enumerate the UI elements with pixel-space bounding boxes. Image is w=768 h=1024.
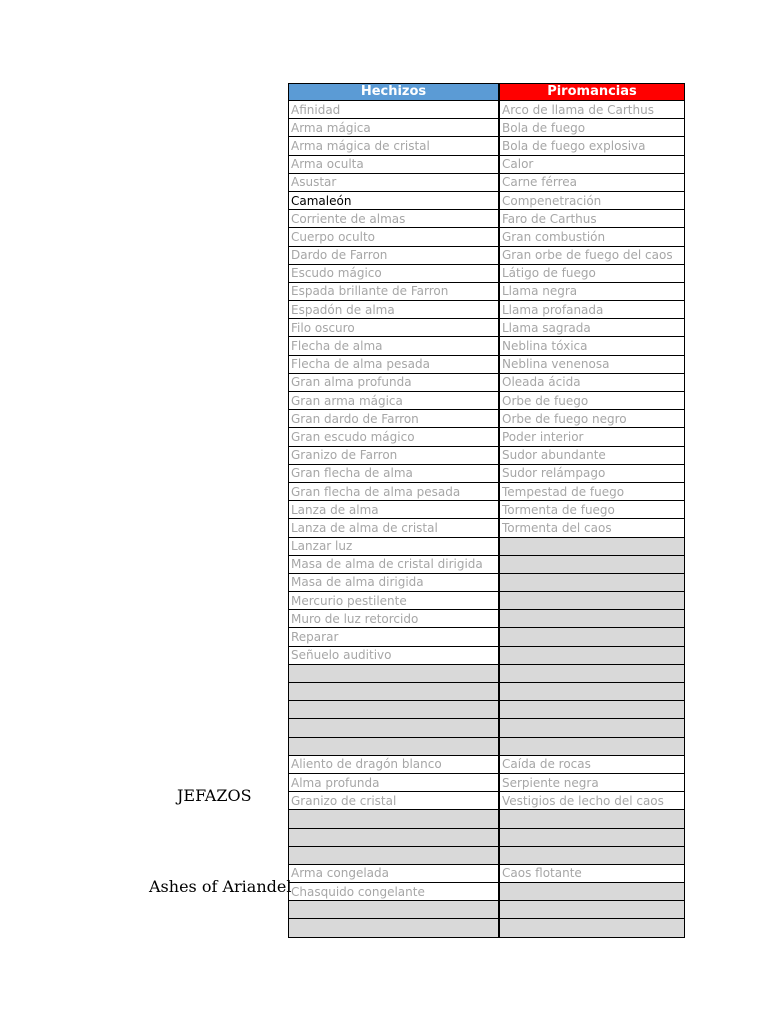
hechizo-cell[interactable]: Gran arma mágica (289, 392, 500, 410)
piromancia-cell[interactable]: Gran orbe de fuego del caos (499, 246, 685, 264)
piromancia-cell[interactable]: Bola de fuego explosiva (499, 137, 685, 155)
table-row (289, 701, 685, 719)
hechizo-cell[interactable]: Camaleón (289, 191, 500, 209)
piromancia-cell[interactable]: Llama profanada (499, 301, 685, 319)
table-row (289, 137, 685, 155)
hechizo-cell[interactable]: Flecha de alma (289, 337, 500, 355)
table-row (289, 628, 685, 646)
piromancia-cell[interactable] (499, 701, 685, 719)
hechizo-cell[interactable]: Asustar (289, 173, 500, 191)
table-row (289, 282, 685, 300)
piromancia-cell[interactable] (499, 810, 685, 828)
piromancia-cell[interactable]: Vestigios de lecho del caos (499, 792, 685, 810)
hechizo-cell[interactable]: Masa de alma dirigida (289, 573, 500, 591)
table-row (289, 210, 685, 228)
hechizo-cell[interactable]: Lanza de alma (289, 501, 500, 519)
table-row (289, 355, 685, 373)
section-label-jefazos: JEFAZOS (177, 786, 252, 805)
hechizo-cell[interactable]: Arma oculta (289, 155, 500, 173)
table-row (289, 646, 685, 664)
piromancia-cell[interactable]: Serpiente negra (499, 773, 685, 791)
hechizo-cell[interactable]: Gran flecha de alma pesada (289, 482, 500, 500)
table-row (289, 683, 685, 701)
piromancia-cell[interactable] (499, 628, 685, 646)
table-row (289, 464, 685, 482)
table-row (289, 901, 685, 919)
hechizo-cell[interactable]: Mercurio pestilente (289, 592, 500, 610)
hechizo-cell[interactable]: Granizo de Farron (289, 446, 500, 464)
table-row (289, 155, 685, 173)
piromancia-cell[interactable] (499, 537, 685, 555)
hechizo-cell[interactable]: Arma mágica (289, 119, 500, 137)
hechizo-cell[interactable]: Reparar (289, 628, 500, 646)
hechizo-cell[interactable]: Granizo de cristal (289, 792, 500, 810)
hechizo-cell[interactable] (289, 919, 500, 937)
piromancia-cell[interactable]: Llama negra (499, 282, 685, 300)
piromancia-cell[interactable]: Orbe de fuego negro (499, 410, 685, 428)
table-row (289, 337, 685, 355)
hechizo-cell[interactable]: Espadón de alma (289, 301, 500, 319)
table-row (289, 592, 685, 610)
table-row (289, 919, 685, 937)
piromancia-cell[interactable] (499, 683, 685, 701)
table-row (289, 101, 685, 119)
table-row (289, 501, 685, 519)
table-header-row (289, 84, 685, 101)
piromancia-cell[interactable]: Caos flotante (499, 864, 685, 882)
table-row (289, 301, 685, 319)
hechizo-cell[interactable] (289, 846, 500, 864)
piromancia-cell[interactable] (499, 555, 685, 573)
table-row (289, 246, 685, 264)
piromancia-cell[interactable] (499, 592, 685, 610)
table-row (289, 573, 685, 591)
hechizo-cell[interactable]: Escudo mágico (289, 264, 500, 282)
hechizo-cell[interactable]: Aliento de dragón blanco (289, 755, 500, 773)
piromancia-cell[interactable] (499, 828, 685, 846)
piromancia-cell[interactable]: Tempestad de fuego (499, 482, 685, 500)
hechizo-cell[interactable]: Gran alma profunda (289, 373, 500, 391)
table-row (289, 664, 685, 682)
hechizo-cell[interactable] (289, 719, 500, 737)
hechizo-cell[interactable]: Lanzar luz (289, 537, 500, 555)
piromancia-cell[interactable] (499, 573, 685, 591)
piromancia-cell[interactable] (499, 646, 685, 664)
piromancia-cell[interactable]: Látigo de fuego (499, 264, 685, 282)
piromancia-cell[interactable]: Sudor relámpago (499, 464, 685, 482)
hechizo-cell[interactable]: Espada brillante de Farron (289, 282, 500, 300)
table-row (289, 173, 685, 191)
piromancia-cell[interactable]: Compenetración (499, 191, 685, 209)
table-row (289, 264, 685, 282)
table-row (289, 773, 685, 791)
hechizo-cell[interactable]: Señuelo auditivo (289, 646, 500, 664)
hechizo-cell[interactable] (289, 664, 500, 682)
piromancia-cell[interactable]: Neblina tóxica (499, 337, 685, 355)
piromancia-cell[interactable] (499, 610, 685, 628)
table-row (289, 228, 685, 246)
hechizo-cell[interactable]: Alma profunda (289, 773, 500, 791)
hechizo-cell[interactable]: Gran flecha de alma (289, 464, 500, 482)
piromancia-cell[interactable]: Caída de rocas (499, 755, 685, 773)
hechizo-cell[interactable]: Cuerpo oculto (289, 228, 500, 246)
piromancia-cell[interactable]: Calor (499, 155, 685, 173)
hechizo-cell[interactable]: Corriente de almas (289, 210, 500, 228)
piromancia-cell[interactable] (499, 664, 685, 682)
piromancia-cell[interactable]: Bola de fuego (499, 119, 685, 137)
table-row (289, 864, 685, 882)
table-row (289, 191, 685, 209)
table-row (289, 828, 685, 846)
piromancia-cell[interactable] (499, 901, 685, 919)
table-row (289, 537, 685, 555)
hechizo-cell[interactable]: Gran escudo mágico (289, 428, 500, 446)
piromancia-cell[interactable]: Carne férrea (499, 173, 685, 191)
table-row (289, 610, 685, 628)
hechizo-cell[interactable] (289, 737, 500, 755)
hechizo-cell[interactable]: Dardo de Farron (289, 246, 500, 264)
piromancia-cell[interactable]: Orbe de fuego (499, 392, 685, 410)
piromancia-cell[interactable] (499, 846, 685, 864)
table-row (289, 446, 685, 464)
piromancia-cell[interactable]: Oleada ácida (499, 373, 685, 391)
piromancia-cell[interactable]: Arco de llama de Carthus (499, 101, 685, 119)
table-row (289, 392, 685, 410)
piromancia-cell[interactable]: Tormenta del caos (499, 519, 685, 537)
hechizo-cell[interactable]: Afinidad (289, 101, 500, 119)
piromancia-cell[interactable] (499, 919, 685, 937)
table-row (289, 519, 685, 537)
hechizo-cell[interactable]: Arma mágica de cristal (289, 137, 500, 155)
piromancia-cell[interactable]: Gran combustión (499, 228, 685, 246)
table-row (289, 755, 685, 773)
piromancia-cell[interactable] (499, 883, 685, 901)
piromancia-cell[interactable]: Tormenta de fuego (499, 501, 685, 519)
table-row (289, 737, 685, 755)
header-hechizos: Hechizos (289, 84, 500, 101)
table-row (289, 428, 685, 446)
spells-table (288, 83, 685, 938)
table-row (289, 319, 685, 337)
table-row (289, 119, 685, 137)
hechizo-cell[interactable] (289, 701, 500, 719)
hechizo-cell[interactable] (289, 683, 500, 701)
hechizo-cell[interactable]: Flecha de alma pesada (289, 355, 500, 373)
hechizo-cell[interactable]: Lanza de alma de cristal (289, 519, 500, 537)
hechizo-cell[interactable]: Muro de luz retorcido (289, 610, 500, 628)
piromancia-cell[interactable]: Sudor abundante (499, 446, 685, 464)
table-row (289, 810, 685, 828)
piromancia-cell[interactable]: Poder interior (499, 428, 685, 446)
hechizo-cell[interactable] (289, 828, 500, 846)
hechizo-cell[interactable]: Gran dardo de Farron (289, 410, 500, 428)
piromancia-cell[interactable] (499, 737, 685, 755)
piromancia-cell[interactable]: Neblina venenosa (499, 355, 685, 373)
piromancia-cell[interactable]: Llama sagrada (499, 319, 685, 337)
table-row (289, 792, 685, 810)
table-row (289, 373, 685, 391)
hechizo-cell[interactable]: Masa de alma de cristal dirigida (289, 555, 500, 573)
table-row (289, 719, 685, 737)
table-row (289, 555, 685, 573)
hechizo-cell[interactable] (289, 901, 500, 919)
hechizo-cell[interactable]: Filo oscuro (289, 319, 500, 337)
header-piromancias: Piromancias (499, 84, 685, 101)
table-row (289, 883, 685, 901)
table-row (289, 846, 685, 864)
section-label-ashes-of-ariandel: Ashes of Ariandel (149, 877, 292, 896)
hechizo-cell[interactable]: Arma congelada (289, 864, 500, 882)
piromancia-cell[interactable] (499, 719, 685, 737)
hechizo-cell[interactable]: Chasquido congelante (289, 883, 500, 901)
table-row (289, 410, 685, 428)
piromancia-cell[interactable]: Faro de Carthus (499, 210, 685, 228)
table-row (289, 482, 685, 500)
hechizo-cell[interactable] (289, 810, 500, 828)
